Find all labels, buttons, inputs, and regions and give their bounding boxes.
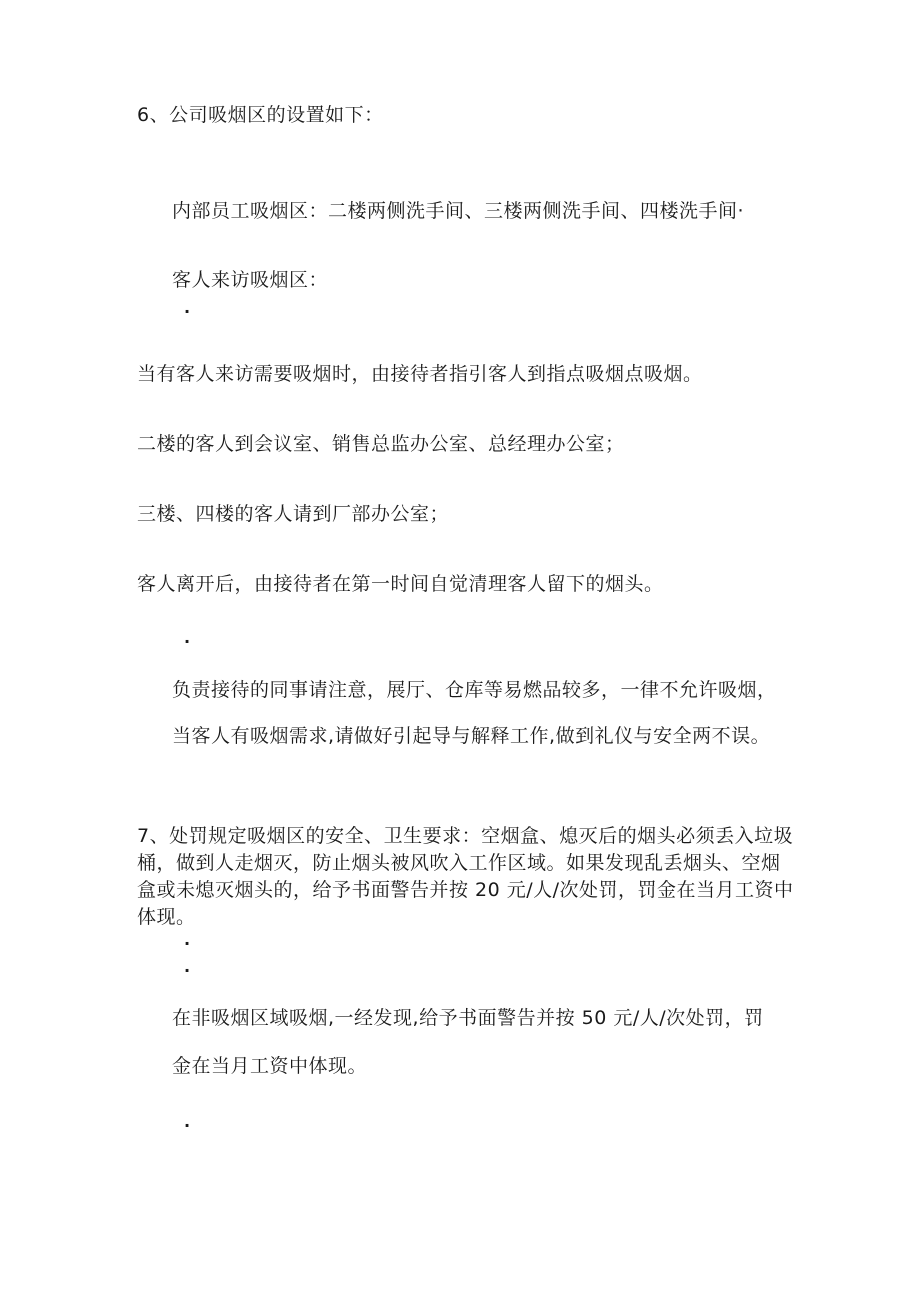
floor-3-4-rule: 三楼、四楼的客人请到厂部办公室； — [137, 503, 450, 525]
notice-line-2: 当客人有吸烟需求,请做好引起导与解释工作,做到礼仪与安全两不误。 — [172, 725, 771, 747]
penalty-line-2: 金在当月工资中体现。 — [172, 1055, 368, 1077]
guest-smoking-area-label: 客人来访吸烟区： — [172, 269, 329, 291]
bullet-dot: · — [184, 934, 191, 953]
notice-line-1: 负责接待的同事请注意，展厅、仓库等易燃品较多，一律不允许吸烟， — [172, 679, 777, 701]
section-7-paragraph: 7、处罚规定吸烟区的安全、卫生要求：空烟盒、熄灭后的烟头必须丢入垃圾桶，做到人走烟灭，防止烟头被风吹入工作区域。如果发现乱丢烟头、空烟盒或未熄灭烟头的，给予书面警告并按 20 元/人/次处罚，罚金在当月工资中体现。 — [137, 825, 794, 928]
bullet-dot: · — [184, 302, 191, 321]
section-6-heading: 6、公司吸烟区的设置如下： — [137, 104, 384, 126]
cleanup-rule: 客人离开后，由接待者在第一时间自觉清理客人留下的烟头。 — [137, 573, 664, 595]
bullet-dot: · — [184, 632, 191, 651]
penalty-line-1: 在非吸烟区域吸烟,一经发现,给予书面警告并按 50 元/人/次处罚，罚 — [172, 1007, 764, 1029]
bullet-dot: · — [184, 961, 191, 980]
guest-smoking-rule: 当有客人来访需要吸烟时，由接待者指引客人到指点吸烟点吸烟。 — [137, 363, 703, 385]
bullet-dot: · — [184, 1116, 191, 1135]
internal-smoking-area: 内部员工吸烟区：二楼两侧洗手间、三楼两侧洗手间、四楼洗手间· — [172, 200, 745, 222]
floor-2-rule: 二楼的客人到会议室、销售总监办公室、总经理办公室； — [137, 433, 625, 455]
